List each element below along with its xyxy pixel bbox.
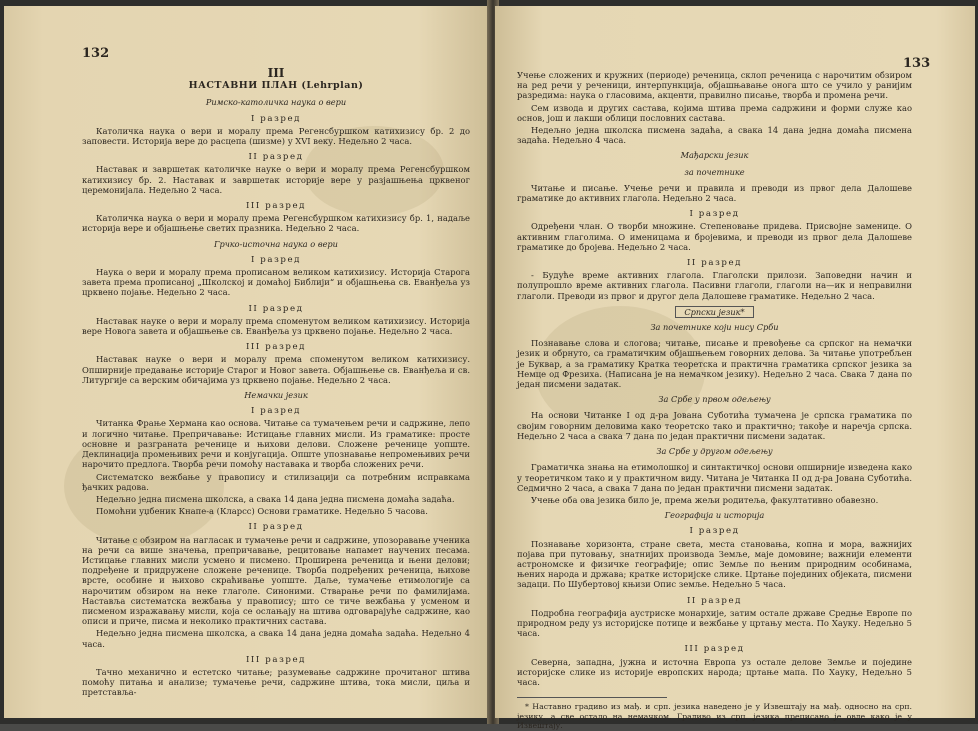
right-column	[517, 70, 912, 731]
right-text-blocks	[517, 70, 912, 687]
grade-heading: I разред	[250, 254, 302, 265]
paragraph: Систематско вежбање у правопису и стилизацији са потребним исправкама ђачких радова.	[82, 471, 470, 492]
subject-heading-boxed	[517, 307, 912, 317]
grade-heading: II разред	[686, 595, 743, 606]
right-page	[495, 6, 975, 731]
subject-heading: за почетнике	[684, 166, 745, 177]
paragraph: Познавање слова и слогова; читање, писање и превођење са српског на немачки језик и обрнуто, са граматичким објашњењем говорних делова. За читање употребљен је Буквар, а за граматику Кратка теоретска и практична граматика српског језика за Немце од Фрезиха. (Написана је на немачком језику). Недељно 2 часа. Свака 7 дана по један писмени задатак.	[517, 338, 912, 390]
paragraph: Граматичка знања на етимолошкој и синтактичкој основи опширније изведена како у теоретичком тако и у практичном виду. Читана је Читанка II од д-ра Јована Суботића. Седмично 2 часа, а свака 7 дана по један практични писмени задатак.	[517, 462, 912, 493]
paragraph: Католичка наука о вери и моралу према Регенсбуршком катихизису бр. 1, надаље историја вере и објашњење светих празника. Недељно 2 часа.	[82, 213, 470, 234]
paragraph: Северна, западна, јужна и источна Европа уз остале делове Земље и поједине историјске слике из историје европских народа; цртање мапа. По Хауку, Недељно 5 часа.	[517, 656, 912, 687]
left-column	[82, 68, 470, 700]
paragraph: На основи Читанке I од д-ра Јована Суботића тумачена је српска граматика по својим говорним деловима како теоретско тако и практично; такође и наречја српска. Недељно 2 часа а свака 7 дана по један практични писмени задатак.	[517, 410, 912, 441]
paragraph: Недељно једна школска писмена задаћа, а свака 14 дана једна домаћа писмена задаћа. Недељно 4 часа.	[517, 125, 912, 146]
grade-heading: II разред	[248, 303, 304, 314]
grade-heading: III разред	[245, 654, 307, 665]
subject-heading: Римско-католичка наука о вери	[205, 97, 347, 108]
paragraph: Католичка наука о вери и моралу према Регенсбуршком катихизису бр. 2 до заповести. Историја вере до расцепа (шизме) у XVI веку. Недељно 2 часа.	[82, 125, 470, 147]
left-text-blocks	[82, 97, 470, 697]
paragraph: Одређени члан. О творби множине. Степеновање придева. Присвојне заменице. О активним глаголима. О именицама и бројевима, и преводи из првог дела Далошеве граматике до бројева. Недељно 2 часа.	[517, 221, 912, 252]
grade-heading: II разред	[686, 258, 743, 269]
page-number: 132	[82, 46, 110, 61]
grade-heading: III разред	[245, 201, 307, 212]
paragraph: Наставак науке о вери и моралу према споменутом великом катихизису. Историја вере Новога завета и објашњење св. Еванђеља уз црквено појање. Недељно 2 часа.	[82, 315, 470, 337]
paragraph: Наука о вери и моралу према прописаном великом катихизису. Историја Старога завета према прописаној „Школској и домаћој Библији“ и објашњења св. Еванђеља уз црквено појање. Недељно 2 часа.	[82, 267, 470, 298]
paragraph: Учење оба ова језика било је, према жељи родитеља, факултативно обавезно.	[531, 494, 879, 505]
paragraph: Недељно једна писмена школска, а свака 14 дана једна домаћа задаћа. Недељно 4 часа.	[82, 628, 470, 649]
paragraph: Читање с обзиром на нагласак и тумачење речи и садржине, упозоравање ученика на речи са више значења, препричавање, рецитовање напамет научених песама. Истицање главних мисли усмено и писмено. Проширена реченица и њени делови; подређене и придружене сложене реченице. Творба подређених реченица, њихове врсте, особине и њихово скраћивање уопште. Даље, тумачење етимологије са нарочитим обзиром на неке глаголе. Синоними. Стварање речи по фамилијама. Наставља систематска вежбања у правопису; што се тиче вежбања у усменом и писменом изражавању мисли, која се ослањају на штива одговарајуће садржине, као описи и приче, писма и неколико практичних састава.	[82, 534, 470, 627]
paragraph: Читање и писање. Учење речи и правила и преводи из првог дела Далошеве граматике до активних глагола. Недељно 2 часа.	[517, 182, 912, 204]
footnote: * Наставно градиво из мађ. и срп. језика наведено је у Извештају на мађ. односно на срп. језику, а све остало на немачком. Градиво из срп. језика преписано је овде како је у Извештају.	[517, 702, 912, 731]
grade-heading: II разред	[248, 152, 304, 163]
paragraph: Читанка Фрање Хермана као основа. Читање са тумачењем речи и садржине, лепо и логично читање. Препричавање: Истицање главних мисли. Из граматике: просте основне и разграната реченице и њихови делови. Сложене реченице уопште. Деклинација промењивих речи и конјугација. Опште упознавање непромењивих речи нарочито предлога. Творба речи помоћу наставака и творба сложених речи.	[82, 418, 470, 470]
grade-heading: I разред	[250, 113, 302, 124]
paragraph: Познавање хоризонта, стране света, места становања, копна и мора, важнијих појава при путовању, знатнијих производа Земље, маје домовине; важнији елементи астрономске и физичке географије; опис Земље по њеним природним особинама, њених народа и држава; кратке историјске слике. Цртање појединих објеката, писмени задаци. По Шубертовој књизи Опис земље. Недељно 5 часа.	[517, 538, 912, 590]
paragraph: Недељно једна писмена школска, а свака 14 дана једна писмена домаћа задаћа.	[96, 493, 455, 504]
section-roman-numeral: III	[267, 66, 285, 80]
subject-heading: За Србе у првом одељењу	[658, 394, 771, 405]
paragraph: Наставак науке о вери и моралу према споменутом великом катихизису. Опширније предавање историје Старог и Новог завета. Објашњење св. Еванђеља и св. Литургије са верским обичајима уз црквено појање. Недељно 2 часа.	[82, 354, 470, 385]
grade-heading: I разред	[250, 406, 302, 417]
subject-heading: Мађарски језик	[680, 150, 749, 161]
paragraph: - Будуће време активних глагола. Глаголски прилози. Заповедни начин и полупрошло време активних глагола. Пасивни глаголи, глаголи на—ик и неправилни глаголи. Преводи из првог и другог дела Далошеве граматике. Недељно 2 часа.	[517, 270, 912, 301]
page-number: 133	[903, 56, 931, 71]
grade-heading: III разред	[684, 644, 745, 655]
subject-heading: За Србе у другом одељењу	[656, 446, 773, 457]
left-page	[4, 6, 491, 718]
grade-heading: II разред	[248, 522, 304, 533]
paragraph: Тачно механично и естетско читање; разумевање садржине прочитаног штива помоћу питања и анализе; тумачење речи, садржине штива, тока мисли, циља и претставља-	[82, 666, 470, 698]
grade-heading: III разред	[245, 342, 307, 353]
grade-heading: I разред	[689, 526, 740, 537]
footnote-rule	[517, 697, 667, 698]
paragraph: Подробна географија аустриске монархије, затим остале државе Средње Европе по природном реду уз историјске потице и вежбање у цртању места. По Хауку. Недељно 5 часа.	[517, 607, 912, 639]
subject-heading: Географија и историја	[664, 510, 765, 521]
boxed-heading-text: Српски језик*	[675, 306, 753, 318]
paragraph: Сем извода и других састава, којима штива према садржини и форми служе као основ, још и лакши облици пословних састава.	[517, 102, 912, 123]
grade-heading: I разред	[689, 209, 740, 220]
subject-heading: За почетнике који нису Срби	[650, 322, 779, 333]
subject-heading: Немачки језик	[244, 390, 308, 401]
paragraph: Помоћни уџбеник Кнапе-а (Кларсс) Основи граматике. Недељно 5 часова.	[96, 506, 428, 517]
subject-heading: Грчко-источна наука о вери	[214, 238, 338, 249]
paragraph: Наставак и завршетак католичке науке о вери и моралу према Регенсбуршком катихизису бр. 2. Наставак и завршетак историје вере у разјашњења црквеног церемонијала. Недељно 2 часа.	[82, 164, 470, 195]
paragraph: Учење сложених и кружних (периоде) реченица, склоп реченица с нарочитим обзиром на ред речи у реченици, интерпункција, објашњавање онога што се учило у ранијим разредима: наука о гласовима, акценти, правилно писање, творба и промена речи.	[517, 70, 912, 101]
page-title: НАСТАВНИ ПЛАН (Lehrplan)	[188, 80, 364, 92]
